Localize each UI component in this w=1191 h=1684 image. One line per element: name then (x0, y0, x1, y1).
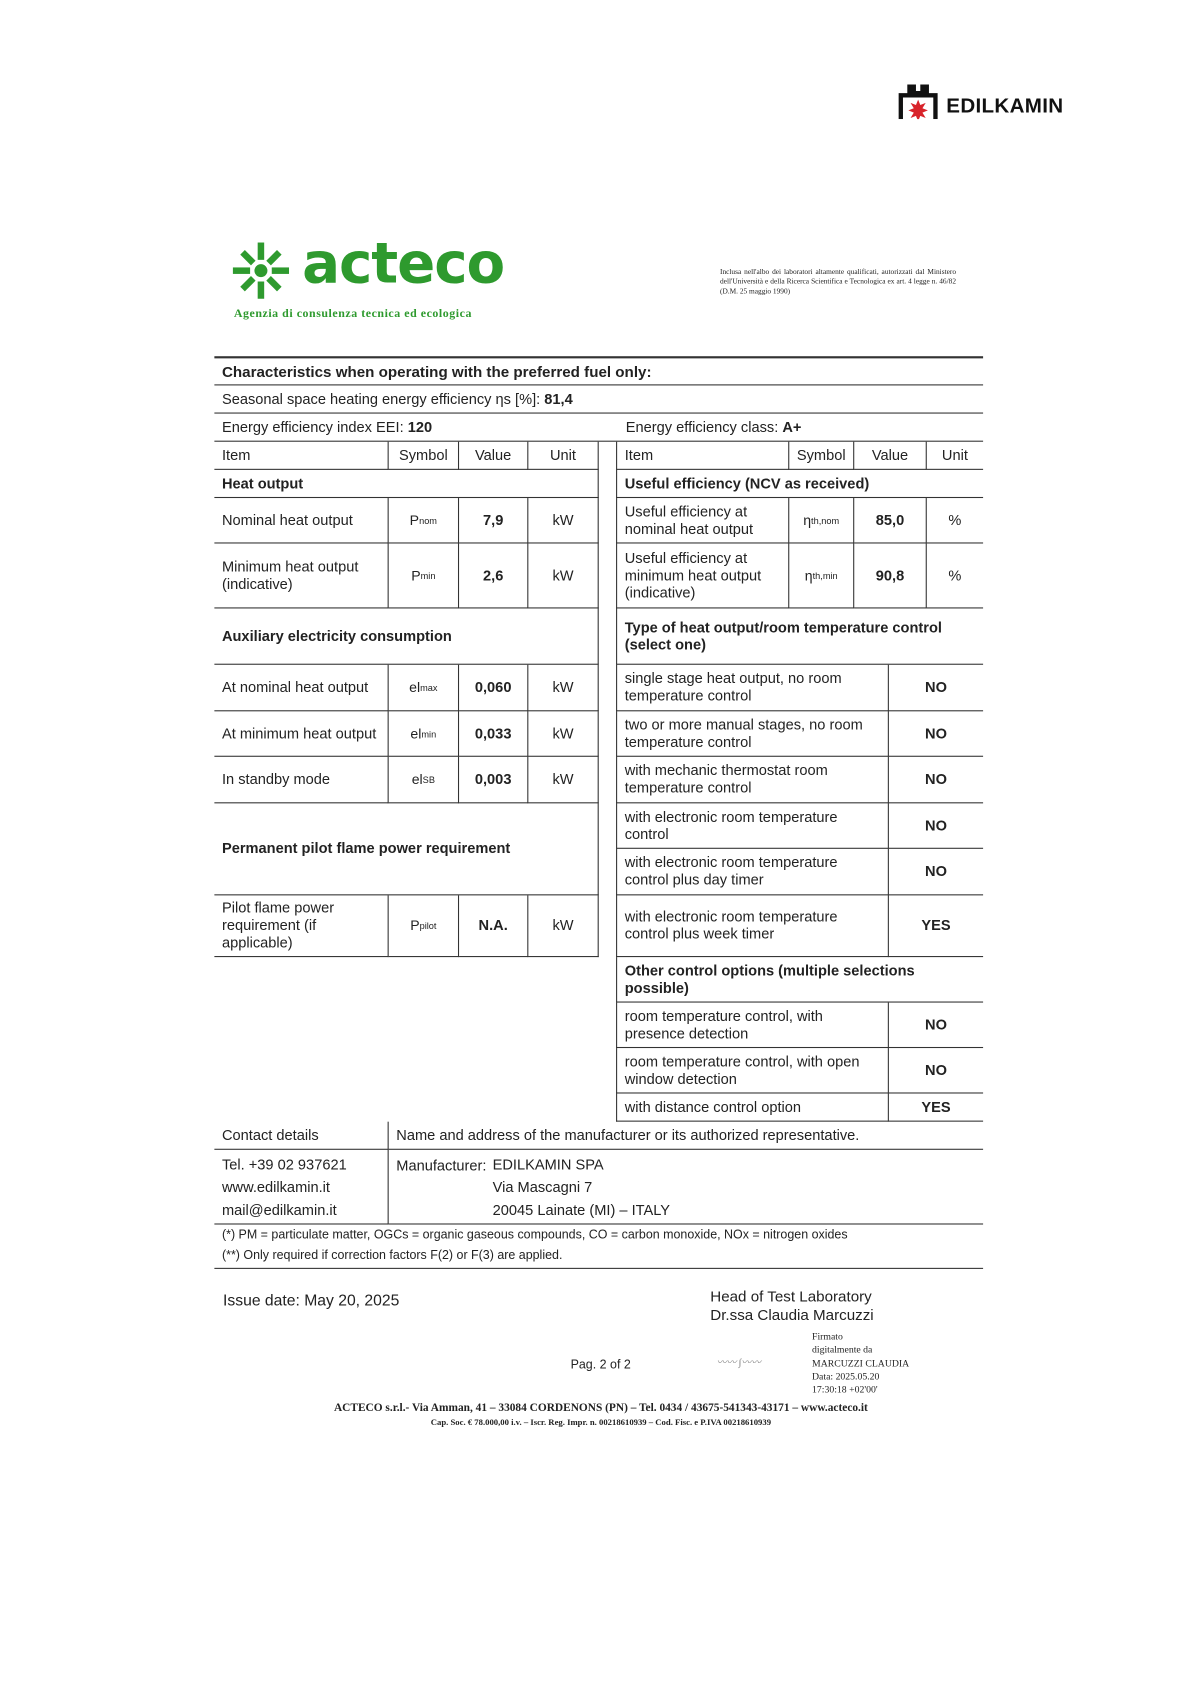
signed-line-1: Firmato (812, 1330, 843, 1342)
row-symbol (789, 498, 854, 543)
eei-row (214, 414, 983, 442)
row-symbol (389, 895, 459, 957)
aux-heading: Auxiliary electricity consumption (214, 608, 598, 664)
acteco-tagline: Agenzia di consulenza tecnica ed ecologica (233, 307, 472, 321)
footnotes (214, 1225, 983, 1269)
row-item: In standby mode (214, 757, 388, 804)
head-lab-title: Head of Test Laboratory (710, 1287, 872, 1305)
symbol-main: η (804, 566, 813, 584)
right-col-value: Value (854, 442, 927, 470)
row-symbol (789, 544, 854, 609)
edilkamin-brand: EDILKAMIN (946, 95, 1064, 119)
contact-label: Contact details (214, 1122, 388, 1150)
control-value: NO (889, 711, 983, 756)
control-value: NO (889, 757, 983, 804)
control-type-heading: Type of heat output/room temperature control (select one) (616, 608, 983, 664)
symbol-main: el (411, 770, 423, 788)
eei-value: 120 (407, 418, 433, 435)
other-control-item: with distance control option (616, 1094, 889, 1122)
other-control-value: YES (889, 1094, 983, 1122)
row-value: 2,6 (459, 544, 528, 609)
left-col-item: Item (214, 442, 388, 470)
useful-efficiency-heading: Useful efficiency (NCV as received) (616, 470, 983, 498)
left-col-value: Value (459, 442, 528, 470)
footer-address: ACTECO s.r.l.- Via Amman, 41 – 33084 CORDENONS (PN) – Tel. 0434 / 43675-541343-43171 – www.acteco.it (333, 1402, 868, 1415)
symbol-main: P (409, 511, 420, 528)
acteco-logo (233, 231, 520, 322)
contact-details (214, 1150, 388, 1225)
head-lab-name: Dr.ssa Claudia Marcuzzi (710, 1305, 874, 1324)
row-symbol (389, 757, 459, 804)
seasonal-efficiency (214, 385, 983, 413)
symbol-sub: th,min (812, 570, 838, 581)
row-unit: kW (528, 498, 598, 543)
symbol-sub: SB (422, 774, 435, 785)
signed-line-3: MARCUZZI CLAUDIA (812, 1357, 910, 1369)
row-item: At minimum heat output (214, 711, 388, 756)
row-value: N.A. (459, 895, 528, 957)
other-control-value: NO (889, 1003, 983, 1048)
symbol-main: P (411, 566, 421, 584)
control-item: with electronic room temperature control plus week timer (616, 895, 889, 957)
symbol-sub: nom (419, 514, 437, 526)
symbol-sub: th,nom (811, 514, 840, 526)
control-item: with electronic room temperature control plus day timer (616, 849, 889, 896)
eei-label: Energy efficiency index EEI: (221, 418, 408, 435)
signed-line-5: 17:30:18 +02'00' (812, 1383, 878, 1395)
energy-class-value: A+ (782, 419, 802, 436)
page-number: Pag. 2 of 2 (570, 1358, 631, 1372)
manufacturer-address (389, 1150, 983, 1225)
control-value: NO (889, 803, 983, 848)
acteco-wordmark: acteco (302, 231, 505, 297)
seasonal-value: 81,4 (544, 390, 573, 407)
digital-signature-stamp (812, 1330, 909, 1397)
row-item: Useful efficiency at nominal heat output (616, 498, 789, 543)
other-controls-heading: Other control options (multiple selections possible) (616, 957, 983, 1002)
table-title: Characteristics when operating with the preferred fuel only: (214, 357, 983, 385)
other-control-item: room temperature control, with presence detection (616, 1003, 889, 1048)
row-unit: kW (528, 711, 598, 756)
symbol-main: P (410, 917, 420, 934)
control-value: NO (889, 849, 983, 896)
signed-line-2: digitalmente da (812, 1343, 873, 1355)
symbol-main: el (409, 678, 421, 696)
symbol-sub: max (420, 682, 438, 693)
row-value: 0,033 (459, 711, 528, 756)
symbol-main: el (410, 724, 422, 742)
footnote-1: (*) PM = particulate matter, OGCs = organic gaseous compounds, CO = carbon monoxide, NOx = nitrogen oxides (221, 1228, 848, 1242)
control-value: YES (889, 895, 983, 957)
contact-tel: Tel. +39 02 937621 (221, 1155, 347, 1173)
manufacturer-name-label: Name and address of the manufacturer or its authorized representative. (389, 1122, 983, 1150)
footer-registration: Cap. Soc. € 78.000,00 i.v. – Iscr. Reg. Impr. n. 00218610939 – Cod. Fisc. e P.IVA 00218610939 (430, 1417, 772, 1427)
contact-mail[interactable]: mail@edilkamin.it (221, 1201, 337, 1218)
issue-date: Issue date: May 20, 2025 (223, 1292, 400, 1311)
signatory (710, 1287, 873, 1324)
row-item: Nominal heat output (214, 498, 388, 543)
symbol-main: η (803, 511, 812, 528)
signed-line-4: Data: 2025.05.20 (812, 1370, 880, 1382)
manufacturer-label: Manufacturer: (396, 1157, 487, 1174)
row-unit: kW (528, 757, 598, 804)
left-col-unit: Unit (528, 442, 598, 470)
manufacturer-city: 20045 Lainate (MI) – ITALY (492, 1201, 671, 1218)
right-col-unit: Unit (927, 442, 983, 470)
row-unit: kW (528, 895, 598, 957)
right-col-item: Item (616, 442, 789, 470)
row-value: 0,003 (459, 757, 528, 804)
row-symbol (389, 498, 459, 543)
energy-class-label: Energy efficiency class: (625, 419, 783, 436)
row-item: Minimum heat output (indicative) (214, 544, 388, 609)
row-value: 85,0 (854, 498, 927, 543)
symbol-sub: pilot (419, 920, 437, 932)
energy-class (626, 419, 802, 435)
lab-accreditation-note: Inclusa nell'albo dei laboratori altamente qualificati, autorizzati dal Ministero dell'Università e della Ricerca Scientifica e Tecnologica ex art. 4 legge n. 46/82 (D.M. 25 maggio 1990) (719, 268, 957, 296)
edilkamin-logo (896, 82, 1063, 119)
handwritten-signature: 〰〰 ∫〰〰 (716, 1356, 761, 1368)
left-col-symbol: Symbol (389, 442, 459, 470)
manufacturer-street: Via Mascagni 7 (492, 1178, 593, 1195)
seasonal-label: Seasonal space heating energy efficiency ηs [%]: (221, 390, 545, 407)
acteco-flower-icon (233, 243, 289, 299)
control-item: with electronic room temperature control (616, 803, 889, 848)
row-unit: kW (528, 665, 598, 712)
control-item: with mechanic thermostat room temperature control (616, 757, 889, 804)
pilot-heading: Permanent pilot flame power requirement (214, 803, 598, 895)
other-control-value: NO (889, 1048, 983, 1093)
row-unit: % (927, 498, 983, 543)
control-item: single stage heat output, no room temperature control (616, 665, 889, 712)
row-value: 7,9 (459, 498, 528, 543)
row-unit: kW (528, 544, 598, 609)
footnote-2: (**) Only required if correction factors F(2) or F(3) are applied. (221, 1249, 563, 1263)
other-control-item: room temperature control, with open window detection (616, 1048, 889, 1093)
row-unit: % (927, 544, 983, 609)
row-symbol (389, 711, 459, 756)
contact-web[interactable]: www.edilkamin.it (221, 1178, 330, 1195)
edilkamin-house-icon (896, 82, 939, 119)
row-item: Useful efficiency at minimum heat output (indicative) (616, 544, 789, 609)
right-col-symbol: Symbol (789, 442, 854, 470)
heat-output-heading: Heat output (214, 470, 598, 498)
symbol-sub: min (420, 570, 436, 581)
row-symbol (389, 665, 459, 712)
row-value: 90,8 (854, 544, 927, 609)
control-item: two or more manual stages, no room temperature control (616, 711, 889, 756)
symbol-sub: min (421, 728, 437, 739)
row-item: Pilot flame power requirement (if applicable) (214, 895, 388, 957)
row-item: At nominal heat output (214, 665, 388, 712)
control-value: NO (889, 665, 983, 712)
row-value: 0,060 (459, 665, 528, 712)
row-symbol (389, 544, 459, 609)
manufacturer-name: EDILKAMIN SPA (492, 1155, 604, 1173)
